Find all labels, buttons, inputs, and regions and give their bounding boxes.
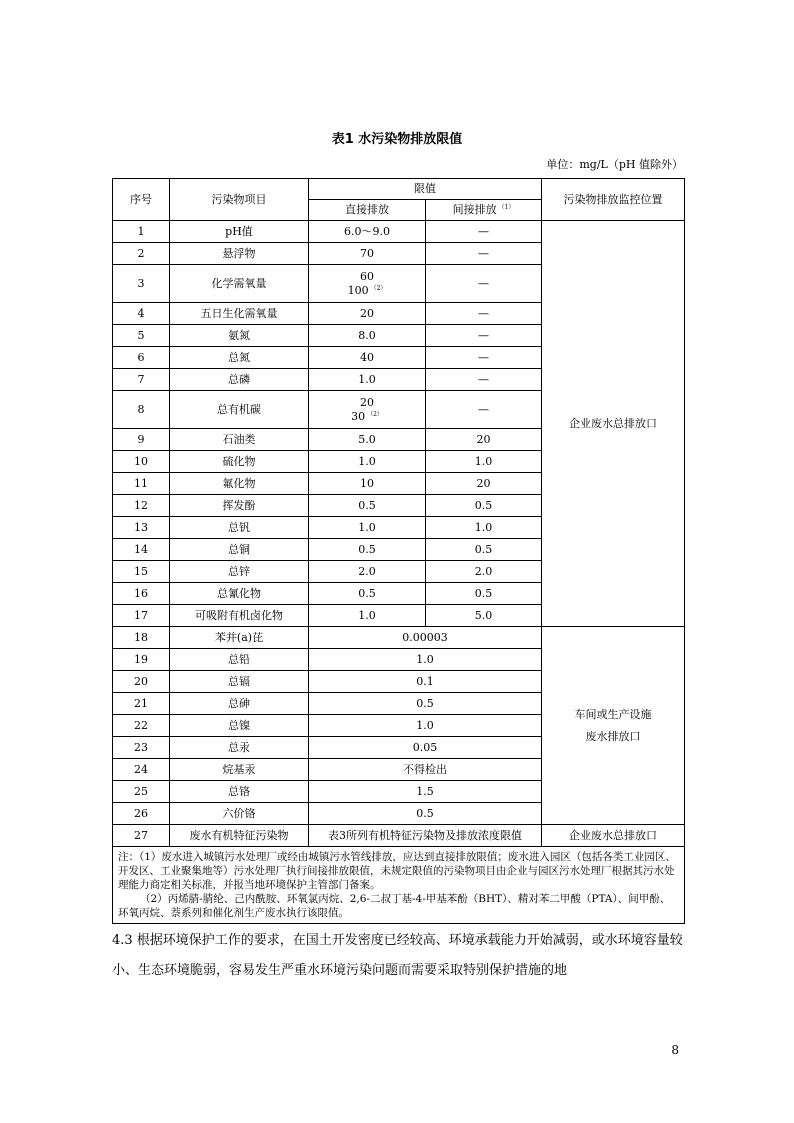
pollutant-name: 废水有机特征污染物 <box>170 825 309 847</box>
combined-limit: 0.5 <box>309 693 542 715</box>
row-number: 7 <box>113 369 170 391</box>
direct-limit-alt-note: （2） <box>370 284 387 292</box>
direct-limit: 70 <box>309 243 426 265</box>
direct-limit: 40 <box>309 347 426 369</box>
row-number: 18 <box>113 627 170 649</box>
row-number: 14 <box>113 539 170 561</box>
pollutant-name: 硫化物 <box>170 451 309 473</box>
pollutant-name: 总铅 <box>170 649 309 671</box>
row-number: 26 <box>113 803 170 825</box>
header-seq: 序号 <box>113 179 170 221</box>
pollutant-name: pH值 <box>170 221 309 243</box>
direct-limit: 20 <box>309 303 426 325</box>
body-paragraph: 4.3 根据环境保护工作的要求，在国土开发密度已经较高、环境承载能力开始减弱，或水环境容量较小、生态环境脆弱，容易发生严重水环境污染问题而需要采取特别保护措施的地 <box>112 933 683 978</box>
direct-limit-alt-value: 100 <box>347 283 369 297</box>
pollutant-name: 六价铬 <box>170 803 309 825</box>
header-indirect-label: 间接排放 <box>452 203 497 216</box>
table-notes <box>113 847 685 924</box>
note-1: 注：（1）废水进入城镇污水处理厂或经由城镇污水管线排放，应达到直接排放限值；废水进入园区（包括各类工业园区、开发区、工业聚集地等）污水处理厂执行间接排放限值，未规定限值的污染物项目由企业与园区污水处理厂根据其污水处理能力商定相关标准，并报当地环境保护主管部门备案。 <box>118 851 676 891</box>
row-number: 27 <box>113 825 170 847</box>
direct-limit-alt <box>309 284 425 298</box>
direct-limit <box>309 391 426 429</box>
direct-limit: 1.0 <box>309 369 426 391</box>
pollutant-name: 氟化物 <box>170 473 309 495</box>
row-number: 19 <box>113 649 170 671</box>
direct-limit <box>309 265 426 303</box>
row-number: 16 <box>113 583 170 605</box>
pollutant-name: 五日生化需氧量 <box>170 303 309 325</box>
row-number: 20 <box>113 671 170 693</box>
combined-limit: 表3所列有机特征污染物及排放浓度限值 <box>309 825 542 847</box>
indirect-limit: 20 <box>426 473 542 495</box>
row-number: 6 <box>113 347 170 369</box>
pollutant-name: 苯并(a)芘 <box>170 627 309 649</box>
indirect-limit: 0.5 <box>426 583 542 605</box>
header-row <box>113 179 685 200</box>
direct-limit: 1.0 <box>309 517 426 539</box>
pollutant-name: 悬浮物 <box>170 243 309 265</box>
row-number: 2 <box>113 243 170 265</box>
direct-limit: 0.5 <box>309 539 426 561</box>
pollutant-name: 石油类 <box>170 429 309 451</box>
pollutant-name: 总砷 <box>170 693 309 715</box>
pollutant-name: 总锌 <box>170 561 309 583</box>
indirect-limit: — <box>426 391 542 429</box>
direct-limit: 1.0 <box>309 451 426 473</box>
direct-limit-value: 60 <box>360 269 374 283</box>
pollutant-name: 烷基汞 <box>170 759 309 781</box>
indirect-limit: 20 <box>426 429 542 451</box>
direct-limit: 10 <box>309 473 426 495</box>
pollutant-name: 总汞 <box>170 737 309 759</box>
row-number: 12 <box>113 495 170 517</box>
row-number: 10 <box>113 451 170 473</box>
pollutant-name: 总钒 <box>170 517 309 539</box>
table-body <box>113 179 685 924</box>
pollutant-name: 可吸附有机卤化物 <box>170 605 309 627</box>
indirect-limit: — <box>426 303 542 325</box>
direct-limit: 0.5 <box>309 495 426 517</box>
pollutant-name: 总铬 <box>170 781 309 803</box>
indirect-limit: — <box>426 221 542 243</box>
combined-limit: 1.0 <box>309 715 542 737</box>
row-number: 1 <box>113 221 170 243</box>
pollutant-limits-table <box>112 178 685 924</box>
indirect-limit: 1.0 <box>426 451 542 473</box>
row-number: 22 <box>113 715 170 737</box>
indirect-limit: — <box>426 325 542 347</box>
indirect-limit: 5.0 <box>426 605 542 627</box>
row-number: 8 <box>113 391 170 429</box>
row-number: 4 <box>113 303 170 325</box>
direct-limit: 6.0～9.0 <box>309 221 426 243</box>
direct-limit: 0.5 <box>309 583 426 605</box>
indirect-limit: — <box>426 265 542 303</box>
direct-limit-value: 20 <box>360 395 374 409</box>
row-number: 9 <box>113 429 170 451</box>
pollutant-name: 氨氮 <box>170 325 309 347</box>
pollutant-name: 总氰化物 <box>170 583 309 605</box>
row-number: 15 <box>113 561 170 583</box>
combined-limit: 0.00003 <box>309 627 542 649</box>
pollutant-name: 总铜 <box>170 539 309 561</box>
direct-limit-alt <box>309 410 425 424</box>
header-location: 污染物排放监控位置 <box>542 179 685 221</box>
row-number: 21 <box>113 693 170 715</box>
indirect-limit: 2.0 <box>426 561 542 583</box>
table-row <box>113 627 685 649</box>
table-row <box>113 221 685 243</box>
row-number: 25 <box>113 781 170 803</box>
indirect-limit: — <box>426 347 542 369</box>
row-number: 24 <box>113 759 170 781</box>
monitor-location-1: 企业废水总排放口 <box>542 221 685 627</box>
direct-limit: 8.0 <box>309 325 426 347</box>
row-number: 13 <box>113 517 170 539</box>
table-row <box>113 825 685 847</box>
combined-limit: 1.5 <box>309 781 542 803</box>
page-number: 8 <box>671 1043 679 1057</box>
direct-limit: 2.0 <box>309 561 426 583</box>
indirect-limit: 1.0 <box>426 517 542 539</box>
direct-limit-alt-note: （2） <box>367 410 383 418</box>
pollutant-name: 总镍 <box>170 715 309 737</box>
row-number: 17 <box>113 605 170 627</box>
notes-row <box>113 847 685 924</box>
row-number: 11 <box>113 473 170 495</box>
unit-label: 单位：mg/L（pH 值除外） <box>546 158 683 171</box>
header-indirect-note: （1） <box>498 204 515 211</box>
indirect-limit: 0.5 <box>426 539 542 561</box>
pollutant-name: 总磷 <box>170 369 309 391</box>
monitor-location-2-line2: 废水排放口 <box>585 729 641 743</box>
monitor-location-2-line1: 车间或生产设施 <box>574 707 652 721</box>
pollutant-name: 化学需氧量 <box>170 265 309 303</box>
direct-limit: 5.0 <box>309 429 426 451</box>
direct-limit-alt-value: 30 <box>351 409 366 423</box>
row-number: 3 <box>113 265 170 303</box>
indirect-limit: — <box>426 243 542 265</box>
combined-limit: 0.5 <box>309 803 542 825</box>
header-direct: 直接排放 <box>309 200 426 221</box>
pollutant-name: 总镉 <box>170 671 309 693</box>
header-limit: 限值 <box>309 179 542 200</box>
pollutant-name: 挥发酚 <box>170 495 309 517</box>
row-number: 5 <box>113 325 170 347</box>
pollutant-name: 总有机碳 <box>170 391 309 429</box>
indirect-limit: 0.5 <box>426 495 542 517</box>
table-title: 表1 水污染物排放限值 <box>331 132 463 147</box>
direct-limit: 1.0 <box>309 605 426 627</box>
pollutant-name: 总氮 <box>170 347 309 369</box>
row-number: 23 <box>113 737 170 759</box>
note-2: （2）丙烯腈-腈纶、己内酰胺、环氧氯丙烷、2,6-二叔丁基-4-甲基苯酚（BHT）、精对苯二甲酸（PTA）、间甲酚、环氧丙烷、萘系列和催化剂生产废水执行该限值。 <box>118 893 671 919</box>
monitor-location-3: 企业废水总排放口 <box>542 825 685 847</box>
combined-limit: 1.0 <box>309 649 542 671</box>
header-indirect <box>426 200 542 221</box>
monitor-location-2 <box>542 627 685 825</box>
indirect-limit: — <box>426 369 542 391</box>
combined-limit: 0.1 <box>309 671 542 693</box>
combined-limit: 不得检出 <box>309 759 542 781</box>
header-item: 污染物项目 <box>170 179 309 221</box>
combined-limit: 0.05 <box>309 737 542 759</box>
